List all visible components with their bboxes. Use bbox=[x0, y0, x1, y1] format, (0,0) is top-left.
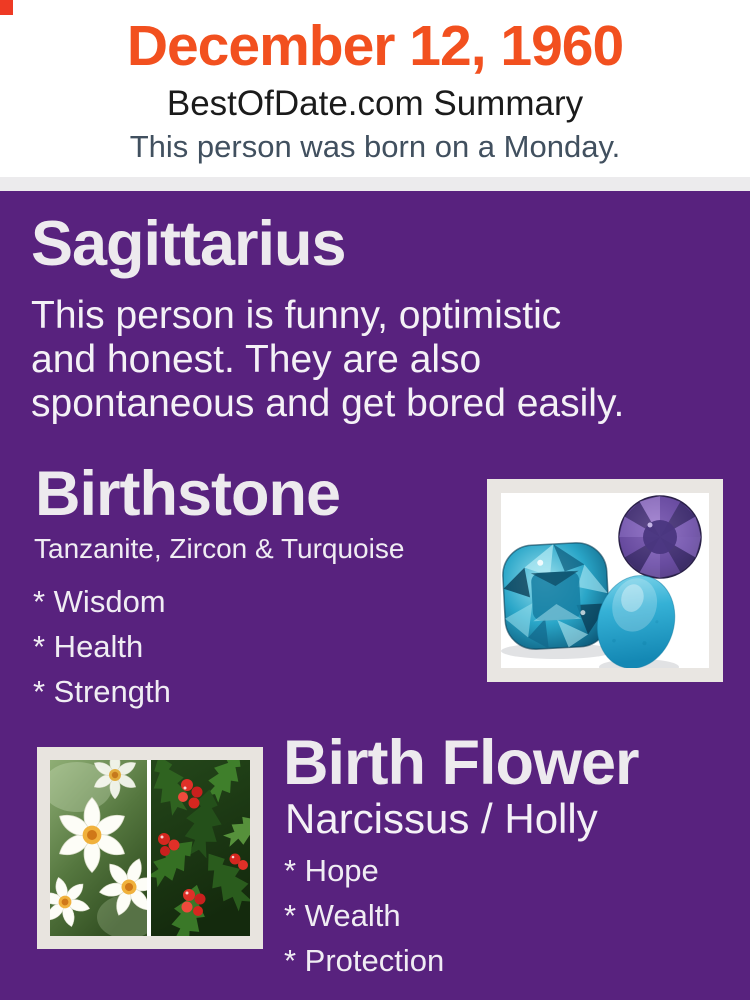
birthstone-image bbox=[487, 479, 723, 682]
birthstone-trait: * Strength bbox=[33, 674, 171, 709]
birth-flower-names: Narcissus / Holly bbox=[285, 795, 598, 842]
zodiac-description-line: and honest. They are also bbox=[31, 338, 482, 381]
gems-illustration bbox=[487, 479, 723, 682]
birthstone-trait: * Wisdom bbox=[33, 584, 166, 619]
birth-flower-image bbox=[37, 747, 263, 949]
header-divider-strip bbox=[0, 177, 750, 191]
flowers-illustration bbox=[37, 747, 263, 949]
purple-section bbox=[0, 191, 750, 1000]
zodiac-description bbox=[31, 294, 731, 426]
birth-flower-trait-list bbox=[284, 851, 444, 986]
birthstone-names: Tanzanite, Zircon & Turquoise bbox=[34, 533, 405, 564]
born-weekday-line: This person was born on a Monday. bbox=[129, 129, 621, 164]
birthstone-heading: Birthstone bbox=[35, 459, 340, 529]
birthstone-trait: * Health bbox=[33, 629, 144, 664]
birth-flower-trait: * Protection bbox=[284, 943, 445, 978]
birthstone-trait-list bbox=[33, 582, 171, 717]
zodiac-description-line: This person is funny, optimistic bbox=[31, 294, 562, 337]
birth-flower-trait: * Wealth bbox=[284, 898, 401, 933]
birth-flower-trait: * Hope bbox=[284, 853, 379, 888]
zodiac-sign-heading: Sagittarius bbox=[31, 209, 346, 279]
site-summary-line: BestOfDate.com Summary bbox=[166, 84, 584, 123]
zodiac-description-line: spontaneous and get bored easily. bbox=[31, 382, 625, 425]
page-title-date: December 12, 1960 bbox=[126, 14, 624, 78]
birth-flower-heading: Birth Flower bbox=[283, 728, 639, 798]
corner-accent-mark bbox=[0, 0, 13, 15]
